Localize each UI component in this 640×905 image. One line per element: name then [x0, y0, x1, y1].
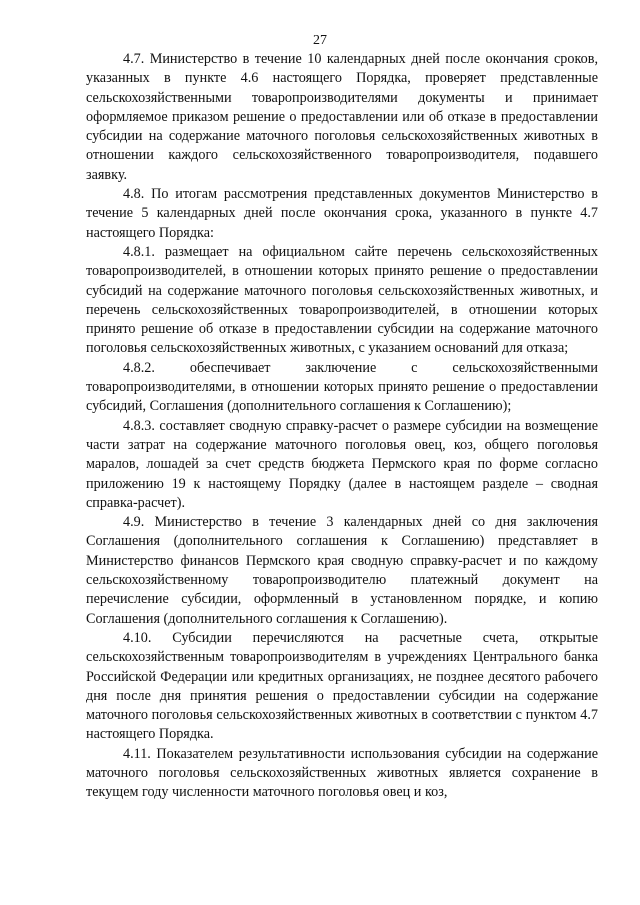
- paragraph-4-8-1: 4.8.1. размещает на официальном сайте перечень сельскохозяйственных товаропроизводителей, в отношении которых принято решение о предоставлении субсидий на содержание маточного поголовья сельскохозяйственных животных, и перечень сельскохозяйственных товаропроизводителей, в отношении которых принято решение об отказе в предоставлении субсидии на содержание маточного поголовья сельскохозяйственных животных, с указанием оснований для отказа;: [86, 243, 598, 357]
- paragraph-4-8: 4.8. По итогам рассмотрения представленных документов Министерство в течение 5 календарных дней после окончания срока, указанного в пункте 4.7 настоящего Порядка:: [86, 186, 598, 241]
- paragraph-4-10: 4.10. Субсидии перечисляются на расчетные счета, открытые сельскохозяйственным товаропроизводителям в учреждениях Центрального банка Российской Федерации или кредитных организациях, не позднее десятого рабочего дня после дня принятия решения о предоставлении субсидии на содержание маточного поголовья сельскохозяйственных животных в соответствии с пунктом 4.7 настоящего Порядка.: [86, 629, 598, 743]
- paragraph-4-7: 4.7. Министерство в течение 10 календарных дней после окончания сроков, указанных в пункте 4.6 настоящего Порядка, проверяет представленные сельскохозяйственными товаропроизводителями документы и принимает оформляемое приказом решение о предоставлении или об отказе в предоставлении субсидии на содержание маточного поголовья сельскохозяйственных животных в отношении каждого сельскохозяйственного товаропроизводителя, подавшего заявку.: [86, 51, 598, 183]
- paragraph-4-11: 4.11. Показателем результативности использования субсидии на содержание маточного поголовья сельскохозяйственных животных является сохранение в текущем году численности маточного поголовья овец и коз,: [86, 745, 598, 801]
- paragraph-4-8-3: 4.8.3. составляет сводную справку-расчет о размере субсидии на возмещение части затрат на содержание маточного поголовья овец, коз, общего поголовья маралов, лошадей за счет средств бюджета Пермского края по форме согласно приложению 19 к настоящему Порядку (далее в настоящем разделе – сводная справка-расчет).: [86, 417, 598, 511]
- paragraph-4-8-2: 4.8.2. обеспечивает заключение с сельскохозяйственными товаропроизводителями, в отношении которых принято решение о предоставлении субсидий, Соглашения (дополнительного соглашения к Соглашению);: [86, 359, 598, 415]
- page-number: 27: [313, 33, 327, 48]
- document-body: [86, 50, 598, 803]
- paragraph-4-9: 4.9. Министерство в течение 3 календарных дней со дня заключения Соглашения (дополнительного соглашения к Соглашению) представляет в Министерство финансов Пермского края сводную справку-расчет и по каждому сельскохозяйственному товаропроизводителю платежный документ на перечисление субсидии, оформленный в установленном порядке, и копию Соглашения (дополнительного соглашения к Соглашению).: [86, 514, 598, 627]
